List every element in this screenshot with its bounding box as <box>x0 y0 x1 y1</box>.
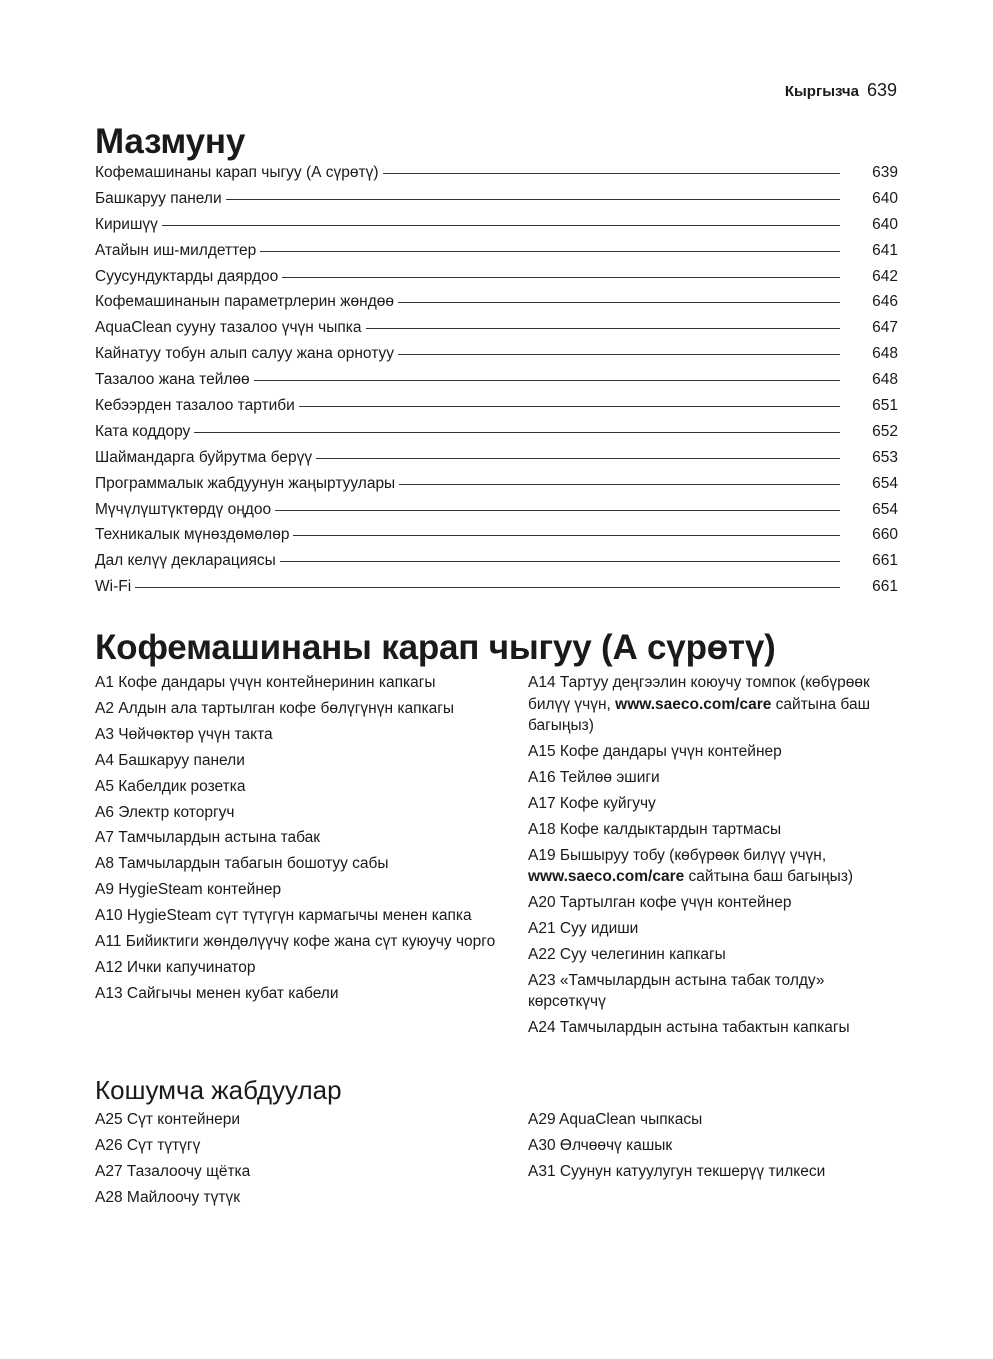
overview-item: A12 Ички капучинатор <box>95 958 256 976</box>
overview-item: A9 HygieSteam контейнер <box>95 881 282 899</box>
overview-item: A2 Алдын ала тартылган кофе бөлүгүнүн капкагы <box>95 700 454 718</box>
toc-entry-page: 640 <box>872 215 898 233</box>
toc-entry-page: 654 <box>872 474 898 492</box>
toc-entry[interactable] <box>95 216 898 242</box>
toc-entry-title: Мүчүлүштүктөрдү оңдоо <box>95 500 272 518</box>
toc-entry-title: Кайнатуу тобун алып салуу жана орнотуу <box>95 345 394 363</box>
toc-leader-line <box>398 301 840 303</box>
toc-entry-title: Шаймандарга буйрутма берүү <box>95 448 313 466</box>
accessory-item: A25 Сүт контейнери <box>95 1110 241 1128</box>
table-of-contents <box>95 164 898 604</box>
overview-item-a14: A14 Тартуу деңгээлин коюучу томпок (көбүрөөк билүү үчүн, www.saeco.com/care сайтына баш багыңыз) <box>528 674 871 735</box>
toc-leader-line <box>293 534 840 536</box>
overview-item: A13 Сайгычы менен кубат кабели <box>95 984 339 1002</box>
toc-title: Мазмуну <box>95 122 246 161</box>
toc-leader-line <box>162 224 840 226</box>
toc-entry[interactable] <box>95 293 898 319</box>
accessory-item: A26 Сүт түтүгү <box>95 1136 201 1154</box>
toc-entry-title: Дал келүү декларациясы <box>95 552 276 570</box>
overview-item: A4 Башкаруу панели <box>95 751 245 769</box>
toc-leader-line <box>316 457 840 459</box>
overview-item: A3 Чөйчөктөр үчүн такта <box>95 725 273 743</box>
accessory-item: A28 Майлоочу түтүк <box>95 1188 240 1206</box>
toc-entry-page: 661 <box>872 578 898 596</box>
toc-entry-page: 652 <box>872 422 898 440</box>
page-content <box>95 120 898 1213</box>
overview-right-column <box>528 672 898 1043</box>
toc-leader-line <box>280 560 840 562</box>
toc-entry-page: 640 <box>872 189 898 207</box>
overview-item: A6 Электр которгуч <box>95 803 235 821</box>
toc-entry-title: Ката коддору <box>95 422 191 440</box>
overview-right-mid <box>528 741 898 840</box>
toc-entry[interactable] <box>95 268 898 294</box>
toc-entry[interactable] <box>95 371 898 397</box>
toc-entry[interactable] <box>95 475 898 501</box>
toc-entry[interactable] <box>95 242 898 268</box>
overview-item-a19: A19 Бышыруу тобу (көбүрөөк билүү үчүн, www.saeco.com/care сайтына баш багыңыз) <box>528 846 854 886</box>
toc-entry-page: 654 <box>872 500 898 518</box>
overview-item: A22 Суу челегинин капкагы <box>528 945 726 963</box>
toc-leader-line <box>299 405 840 407</box>
toc-entry-title: Кофемашинанын параметрлерин жөндөө <box>95 293 394 311</box>
overview-item: A15 Кофе дандары үчүн контейнер <box>528 743 782 761</box>
toc-entry[interactable] <box>95 190 898 216</box>
overview-item: A18 Кофе калдыктардын тартмасы <box>528 820 782 838</box>
overview-item: A24 Тамчылардын астына табактын капкагы <box>528 1019 850 1037</box>
overview-right-end <box>528 892 898 1039</box>
toc-leader-line <box>135 586 840 588</box>
toc-entry[interactable] <box>95 449 898 475</box>
toc-entry[interactable] <box>95 552 898 578</box>
toc-entry[interactable] <box>95 345 898 371</box>
toc-entry-page: 648 <box>872 371 898 389</box>
accessory-item: A27 Тазалоочу щётка <box>95 1162 251 1180</box>
overview-item: A23 «Тамчылардын астына табак толду» көрсөткүчү <box>528 971 825 1011</box>
toc-leader-line <box>226 198 840 200</box>
toc-entry-page: 647 <box>872 319 898 337</box>
toc-entry-title: AquaClean сууну тазалоо үчүн чыпка <box>95 319 362 337</box>
toc-entry-page: 653 <box>872 448 898 466</box>
overview-item: A11 Бийиктиги жөндөлүүчү кофе жана сүт куюучу чорго <box>95 933 496 951</box>
toc-entry-title: Киришүү <box>95 215 158 233</box>
overview-item: A1 Кофе дандары үчүн контейнеринин капкагы <box>95 674 436 692</box>
toc-entry-title: Атайын иш-милдеттер <box>95 241 257 259</box>
toc-entry-title: Техникалык мүнөздөмөлөр <box>95 526 290 544</box>
header-page-number: 639 <box>866 80 897 100</box>
toc-leader-line <box>383 172 841 174</box>
overview-item: A10 HygieSteam сүт түтүгүн кармагычы менен капка <box>95 907 472 925</box>
accessory-item: A31 Суунун катуулугун текшерүү тилкеси <box>528 1162 826 1180</box>
toc-entry[interactable] <box>95 423 898 449</box>
accessories-left-column <box>95 1109 528 1213</box>
toc-leader-line <box>398 353 840 355</box>
toc-entry-title: Суусундуктарды даярдоо <box>95 267 279 285</box>
overview-item: A17 Кофе куйгучу <box>528 794 656 812</box>
toc-entry-page: 651 <box>872 397 898 415</box>
saeco-care-link[interactable]: www.saeco.com/care <box>615 695 772 713</box>
toc-leader-line <box>254 379 840 381</box>
toc-entry[interactable] <box>95 397 898 423</box>
toc-entry-title: Башкаруу панели <box>95 189 222 207</box>
toc-leader-line <box>194 431 840 433</box>
toc-entry-page: 642 <box>872 267 898 285</box>
overview-item: A5 Кабелдик розетка <box>95 777 246 795</box>
accessory-item: A29 AquaClean чыпкасы <box>528 1110 703 1128</box>
toc-leader-line <box>275 509 840 511</box>
toc-entry[interactable] <box>95 526 898 552</box>
overview-item: A16 Тейлөө эшиги <box>528 768 660 786</box>
toc-leader-line <box>260 250 840 252</box>
overview-item: A21 Суу идиши <box>528 919 639 937</box>
toc-entry-page: 641 <box>872 241 898 259</box>
toc-entry-title: Тазалоо жана тейлөө <box>95 371 250 389</box>
toc-entry[interactable] <box>95 501 898 527</box>
toc-entry-title: Wi-Fi <box>95 578 132 596</box>
toc-entry-page: 648 <box>872 345 898 363</box>
toc-entry-page: 646 <box>872 293 898 311</box>
overview-item: A20 Тартылган кофе үчүн контейнер <box>528 893 792 911</box>
overview-columns <box>95 672 898 1043</box>
toc-leader-line <box>282 276 840 278</box>
toc-entry-page: 639 <box>872 164 898 181</box>
toc-entry[interactable] <box>95 319 898 345</box>
accessories-columns <box>95 1109 898 1213</box>
toc-entry-title: Кебээрден тазалоо тартиби <box>95 397 295 415</box>
accessories-right-column <box>528 1109 898 1213</box>
saeco-care-link[interactable]: www.saeco.com/care <box>528 868 685 886</box>
toc-entry-page: 660 <box>872 526 898 544</box>
toc-leader-line <box>399 483 840 485</box>
page-header <box>785 80 897 101</box>
overview-item: A8 Тамчылардын табагын бошотуу сабы <box>95 855 389 873</box>
overview-item: A7 Тамчылардын астына табак <box>95 829 321 847</box>
overview-left-column <box>95 672 528 1043</box>
overview-title: Кофемашинаны карап чыгуу (А сүрөтү) <box>95 628 776 668</box>
accessories-title: Кошумча жабдуулар <box>95 1074 342 1105</box>
header-language: Кыргызча <box>784 83 859 100</box>
toc-entry[interactable] <box>95 578 898 604</box>
toc-leader-line <box>366 327 840 329</box>
toc-entry-title: Программалык жабдуунун жаңыртуулары <box>95 474 396 492</box>
toc-entry[interactable] <box>95 164 898 190</box>
toc-entry-title: Кофемашинаны карап чыгуу (А сүрөтү) <box>95 164 379 181</box>
toc-entry-page: 661 <box>872 552 898 570</box>
accessory-item: A30 Өлчөөчү кашык <box>528 1136 673 1154</box>
